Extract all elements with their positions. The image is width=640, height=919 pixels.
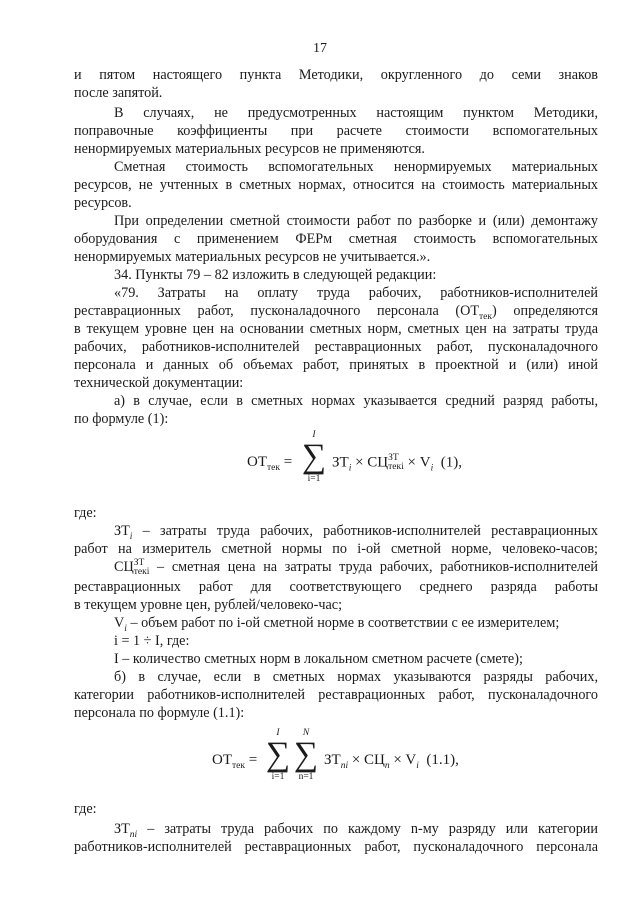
sum-symbol: I ∑ i=1 — [301, 430, 327, 484]
text-line: в текущем уровне цен на основании сметных норм, сметных цен на затраты труда — [74, 321, 598, 337]
text-line: по формуле (1): — [74, 411, 169, 427]
text-line: СЦ ЗТ текi – сметная цена на затраты труда рабочих, работников-исполнителей — [114, 557, 598, 577]
sum-symbol: N ∑ n=1 — [293, 728, 319, 782]
text-line: В случаях, не предусмотренных настоящим пунктом Методики, — [114, 105, 598, 121]
text-line: $ЗТ_{ni}$ – затраты труда рабочих по каждому n-му разряду или категории — [114, 821, 598, 840]
text-line: 34. Пункты 79 – 82 изложить в следующей редакции: — [114, 267, 437, 283]
text-line: оборудования с применением ФЕРм сметная стоимость вспомогательных — [74, 231, 598, 247]
text-line: технической документации: — [74, 375, 244, 391]
text-line: $V_i$ – объем работ по i-ой сметной норме в соответствии с ее измерителем; — [114, 615, 560, 634]
formula-1-rhs: $ЗТ_i$ × СЦ ЗТ текi × $V_i$ (1), — [332, 453, 462, 474]
text-line: i = 1 ÷ I, где: — [114, 633, 190, 649]
text-line: б) в случае, если в сметных нормах указываются разряды рабочих, — [114, 669, 598, 685]
text-line: ненормируемых материальных ресурсов не учитывается.». — [74, 249, 431, 265]
text-line: персонала и данных об объемах работ, принятых в проектной и (или) иной — [74, 357, 598, 373]
text-line: в текущем уровне цен, рублей/человеко-час; — [74, 597, 343, 613]
text-line: Сметная стоимость вспомогательных ненормируемых материальных — [114, 159, 598, 175]
text-line: а) в случае, если в сметных нормах указывается средний разряд работы, — [114, 393, 598, 409]
page-number: 17 — [313, 41, 327, 56]
text-line: I – количество сметных норм в локальном сметном расчете (смете); — [114, 651, 523, 667]
text-line: работ на измеритель сметной нормы по i-ой сметной норме, человеко-часов; — [74, 541, 598, 557]
text-line: реставрационных работ для соответствующего среднего разряда работы — [74, 579, 598, 595]
formula-1-lhs: $ОТ_{тек}$ = — [247, 454, 293, 473]
text-line: работников-исполнителей реставрационных работ, пусконаладочного персонала — [74, 839, 598, 855]
formula-1-1-lhs: $ОТ_{тек}$ = — [212, 752, 258, 771]
text-line: ненормируемых материальных ресурсов не применяются. — [74, 141, 425, 157]
text-line: ресурсов, не учтенных в сметных нормах, относится на стоимость материальных — [74, 177, 598, 193]
text-line: ресурсов. — [74, 195, 132, 211]
text-line: персонала по формуле (1.1): — [74, 705, 245, 721]
sum-symbol: I ∑ i=1 — [265, 728, 291, 782]
text-line: категории работников-исполнителей реставрационных работ, пусконаладочного — [74, 687, 598, 703]
text-line: поправочные коэффициенты при расчете стоимости вспомогательных — [74, 123, 598, 139]
text-line: При определении сметной стоимости работ по разборке и (или) демонтажу — [114, 213, 598, 229]
text-line: где: — [74, 801, 97, 817]
text-line: «79. Затраты на оплату труда рабочих, работников-исполнителей — [114, 285, 598, 301]
text-line: реставрационных работ, пусконаладочного персонала $(ОТ_{тек})$ определяются — [74, 303, 598, 322]
formula-1-1-rhs: $ЗТ_{ni} \times СЦ_n \times V_i$ (1.1), — [324, 752, 459, 771]
text-line: и пятом настоящего пункта Методики, округленного до семи знаков — [74, 67, 598, 83]
text-line: $ЗТ_i$ – затраты труда рабочих, работников-исполнителей реставрационных — [114, 523, 598, 542]
text-line: где: — [74, 505, 97, 521]
text-line: рабочих, работников-исполнителей реставрационных работ, пусконаладочного — [74, 339, 598, 355]
text-line: после запятой. — [74, 85, 163, 101]
